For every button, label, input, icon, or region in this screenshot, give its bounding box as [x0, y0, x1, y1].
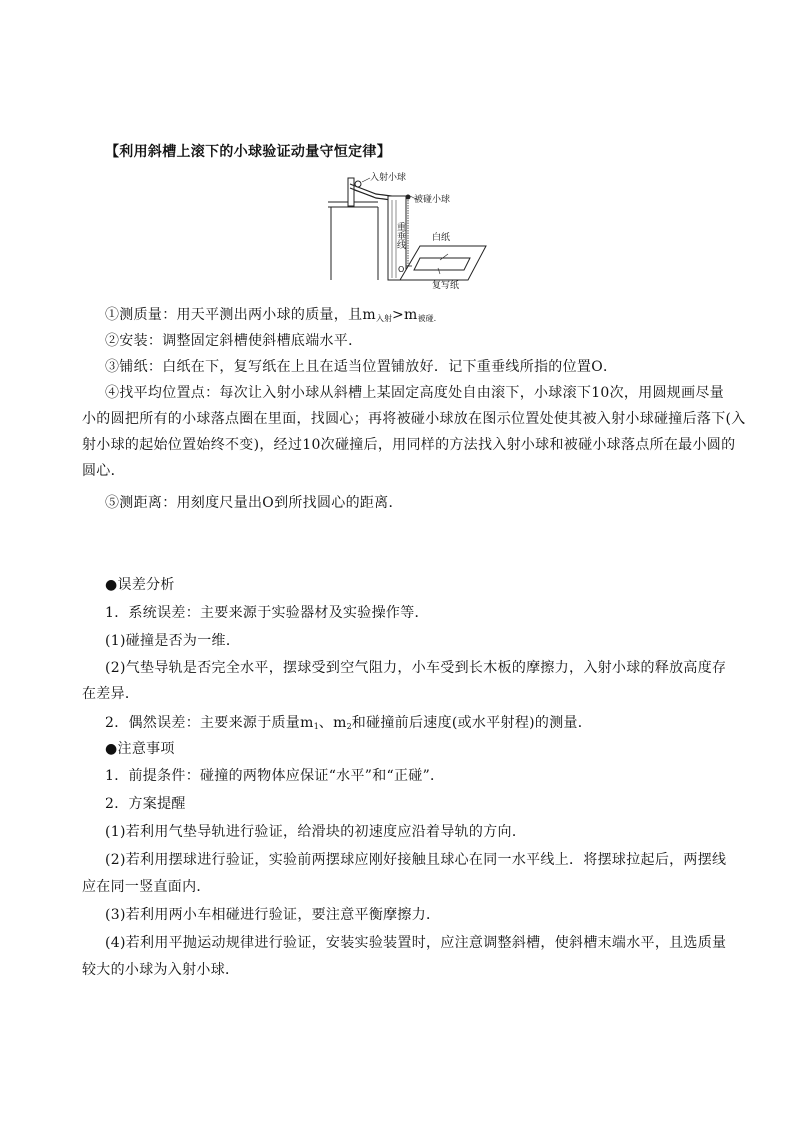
- step-3: ③铺纸：白纸在下，复写纸在上且在适当位置铺放好．记下重垂线所指的位置O．: [105, 359, 618, 375]
- carbon-paper: [414, 258, 470, 270]
- label-carbon-paper: 复写纸: [432, 281, 460, 290]
- step-2: ②安装：调整固定斜槽使斜槽底端水平．: [105, 333, 363, 349]
- step-1-text: ①测质量：用天平测出两小球的质量，且: [105, 307, 363, 323]
- chute-stand: [348, 178, 354, 206]
- note-2-item-3: (3)若利用两小车相碰进行验证，要注意平衡摩擦力．: [105, 907, 441, 923]
- systematic-error-item-1: (1)碰撞是否为一维．: [105, 633, 241, 649]
- note-2-item-2-line-1: (2)若利用摆球进行验证，实验前两摆球应刚好接触且球心在同一水平线上．将摆球拉起后，两摆线: [105, 852, 727, 868]
- random-error-sub-1: 1: [313, 722, 319, 731]
- random-error-text-a: 2．偶然误差：主要来源于质量: [105, 715, 301, 731]
- systematic-error: 1．系统误差：主要来源于实验器材及实验操作等．: [105, 605, 429, 621]
- step-5: ⑤测距离：用刻度尺量出O到所找圆心的距离．: [105, 495, 403, 511]
- step-1-sub-incident: 入射: [375, 314, 392, 323]
- random-error: [105, 713, 592, 737]
- note-2: 2．方案提醒: [105, 796, 186, 812]
- leader-incident: [362, 178, 370, 182]
- step-4-line-1: ④找平均位置点：每次让入射小球从斜槽上某固定高度处自由滚下，小球滚下10次，用圆规画尽量: [105, 385, 725, 401]
- note-2-item-2-line-2: 应在同一竖直面内．: [82, 879, 211, 895]
- random-error-m2: m: [333, 715, 347, 731]
- step-1-m1: m: [362, 307, 376, 323]
- step-4-line-4: 圆心．: [82, 463, 125, 479]
- systematic-error-item-2-line-1: (2)气垫导轨是否完全水平，摆球受到空气阻力，小车受到长木板的摩擦力，入射小球的释放高度存: [105, 660, 727, 676]
- systematic-error-item-2-line-2: 在差异．: [82, 686, 140, 702]
- section-title: 【利用斜槽上滚下的小球验证动量守恒定律】: [105, 144, 391, 160]
- note-1: 1．前提条件：碰撞的两物体应保证“水平”和“正碰”．: [105, 768, 445, 784]
- chute-inner: [354, 190, 374, 197]
- step-4-line-2: 小的圆把所有的小球落点圈在里面，找圆心；再将被碰小球放在图示位置处使其被入射小球碰撞后落下(入: [82, 411, 746, 427]
- random-error-sep: 、: [318, 715, 334, 731]
- note-2-item-4-line-2: 较大的小球为入射小球．: [82, 962, 240, 978]
- random-error-m1: m: [300, 715, 314, 731]
- step-1-m2: m: [404, 307, 418, 323]
- label-white-paper: 白纸: [432, 233, 451, 243]
- note-2-item-1: (1)若利用气垫导轨进行验证，给滑块的初速度应沿着导轨的方向．: [105, 824, 527, 840]
- error-analysis-heading: ●误差分析: [105, 577, 175, 593]
- notes-heading: ●注意事项: [105, 741, 175, 757]
- step-1: [105, 305, 436, 329]
- note-2-item-4-line-1: (4)若利用平抛运动规律进行验证，安装实验装置时，应注意调整斜槽，使斜槽末端水平，且选质量: [105, 935, 727, 951]
- step-1-sub-target: 被碰.: [417, 314, 437, 323]
- random-error-text-b: 和碰撞前后速度(或水平射程)的测量．: [351, 715, 593, 731]
- label-o: O: [398, 265, 405, 274]
- label-incident-ball: 入射小球: [370, 173, 407, 183]
- apparatus-diagram: [328, 170, 488, 290]
- label-plumb-line: 重垂线: [395, 222, 405, 249]
- step-1-gt: >: [391, 307, 405, 323]
- label-target-ball: 被碰小球: [414, 195, 451, 205]
- random-error-sub-2: 2: [346, 722, 352, 731]
- step-4-line-3: 射小球的起始位置始终不变)，经过10次碰撞后，用同样的方法找入射小球和被碰小球落点所在最小圆的: [82, 437, 736, 453]
- incident-ball: [355, 181, 361, 187]
- target-ball: [406, 195, 411, 200]
